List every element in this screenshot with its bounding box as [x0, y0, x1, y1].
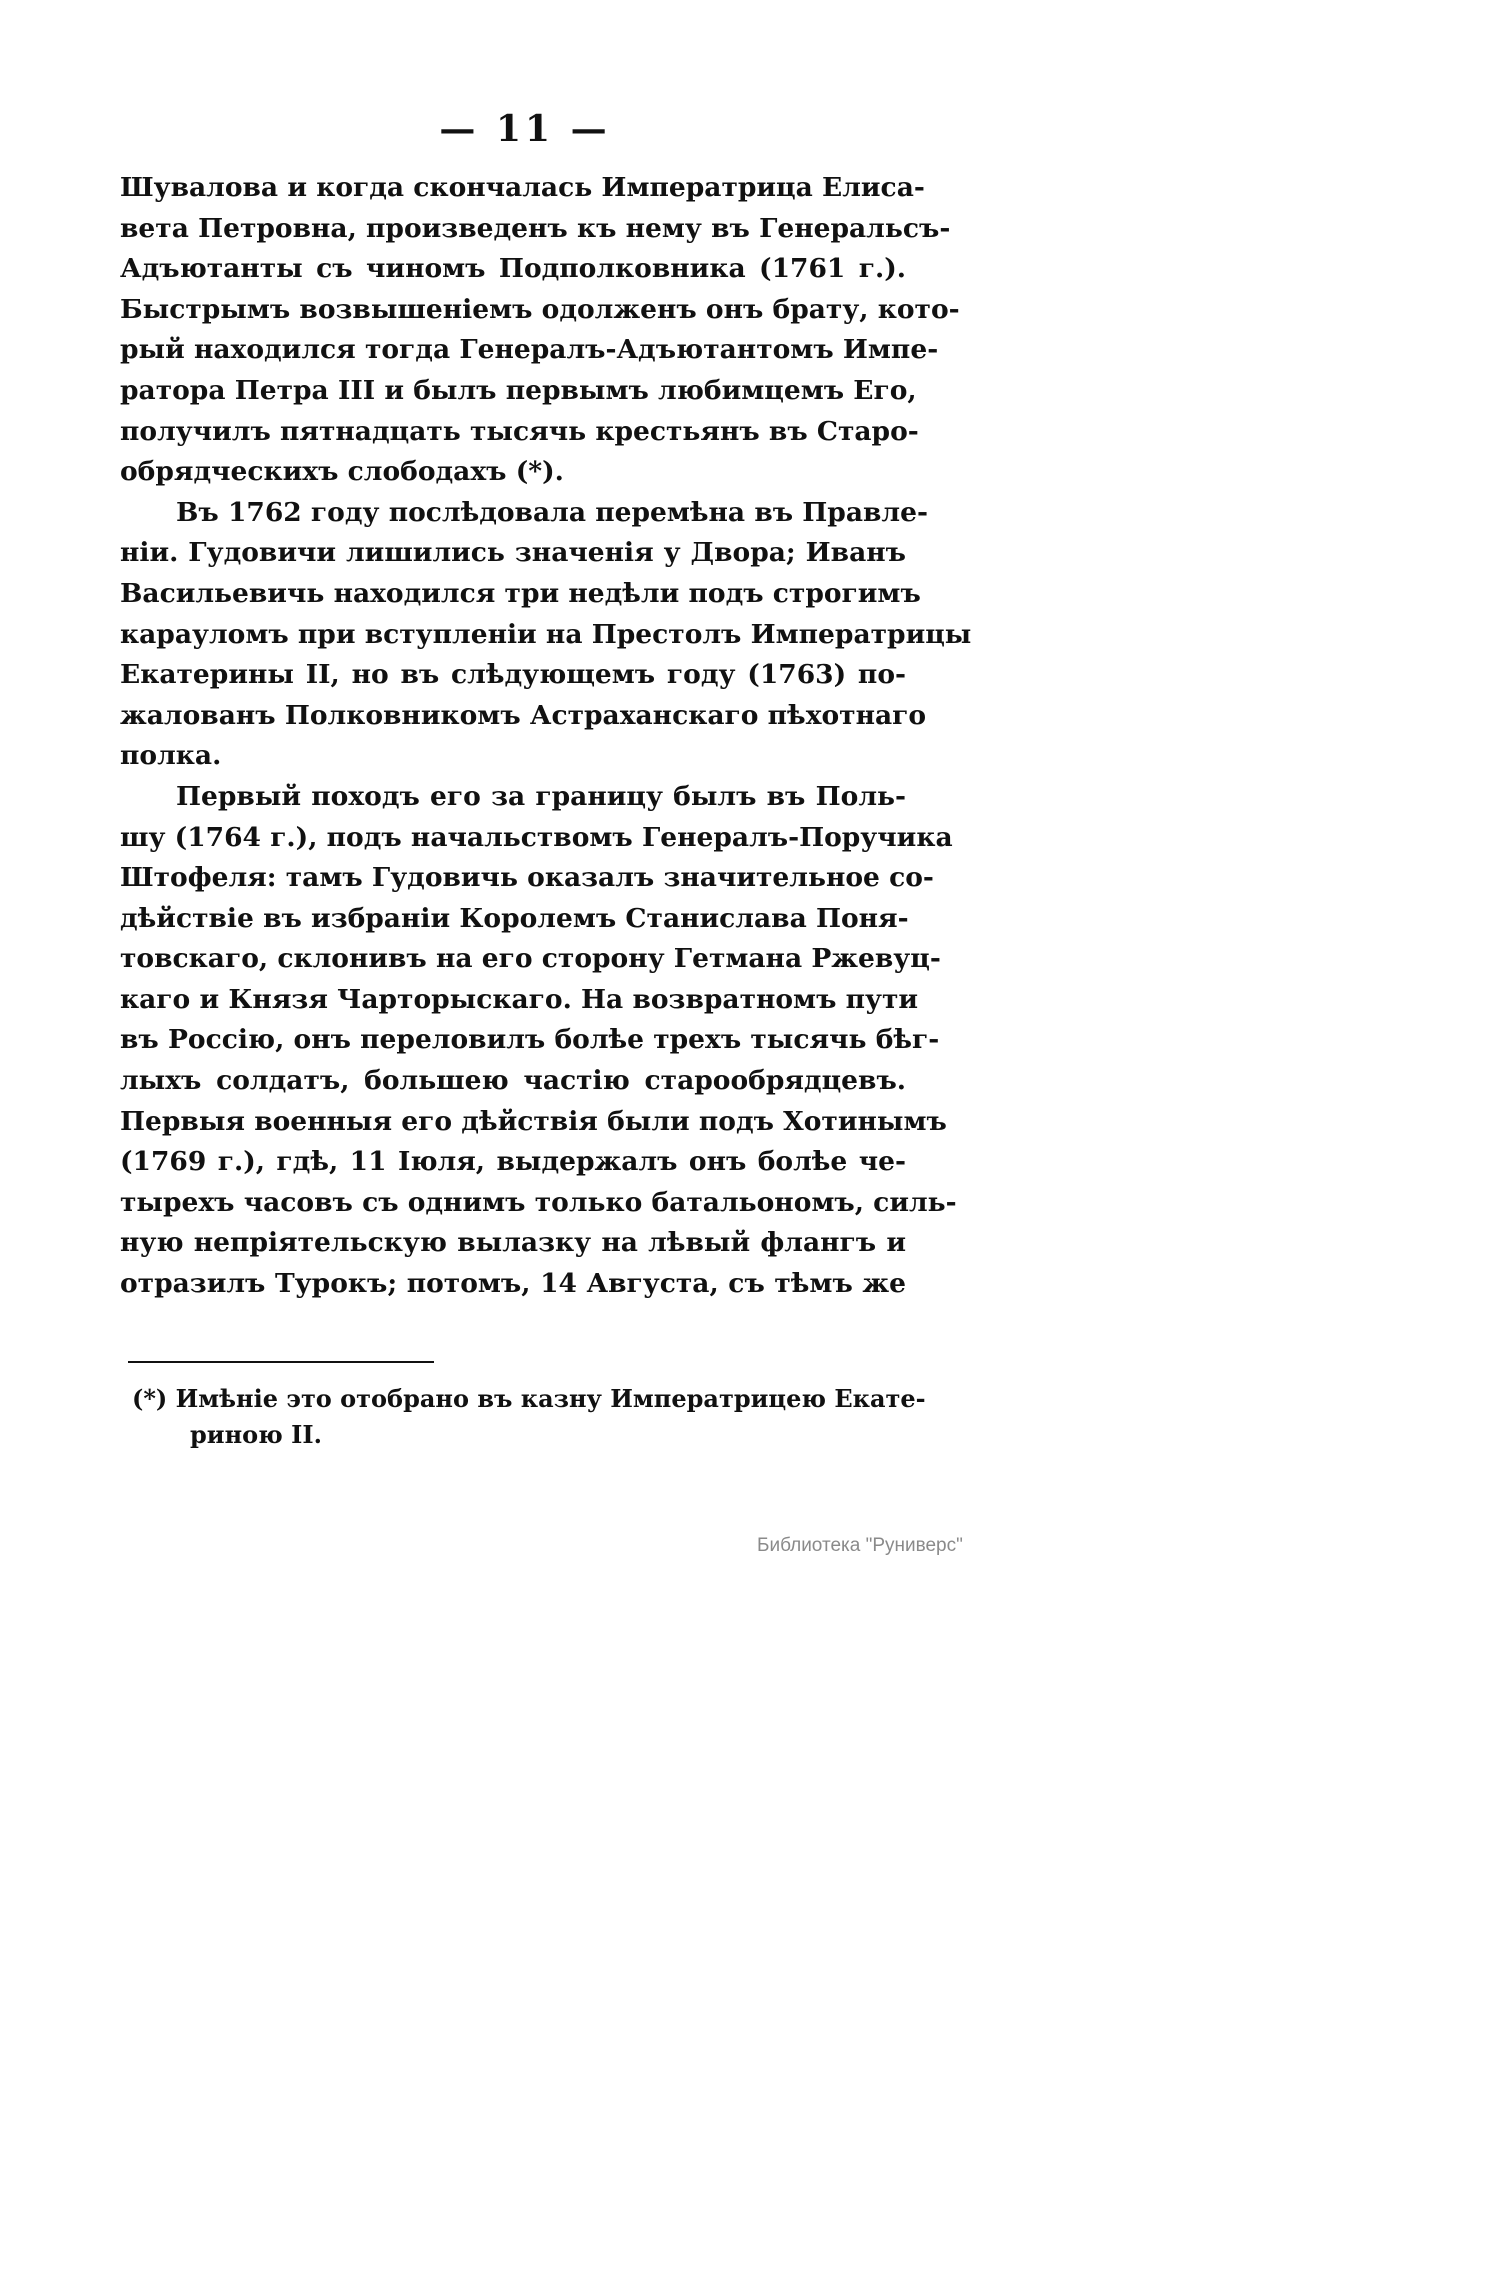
text-line: Васильевичь находился три недѣли подъ строгимъ — [120, 577, 921, 609]
text-line: каго и Князя Чарторыскаго. На возвратномъ пути — [120, 983, 919, 1015]
text-line: жалованъ Полковникомъ Астраханскаго пѣхотнаго — [120, 699, 927, 731]
text-line: ратора Петра III и былъ первымъ любимцемъ Его, — [120, 374, 917, 406]
page-number: — 11 — — [439, 108, 611, 150]
text-line: Первый походъ его за границу былъ въ Поль- — [176, 780, 906, 812]
text-line: вета Петровна, произведенъ къ нему въ Генеральсъ- — [120, 212, 951, 244]
footnote-divider — [128, 1361, 434, 1363]
footnote — [132, 1381, 926, 1453]
text-line: дѣйствіе въ избраніи Королемъ Станислава Поня- — [120, 902, 909, 934]
text-line: рый находился тогда Генералъ-Адъютантомъ Импе- — [120, 334, 939, 366]
library-watermark: Библиотека "Руниверс" — [757, 1535, 963, 1556]
text-line: ную непріятельскую вылазку на лѣвый флангъ и — [120, 1227, 906, 1259]
text-line: лыхъ солдатъ, большею частію старообрядцевъ. — [120, 1065, 906, 1097]
text-line: Первыя военныя его дѣйствія были подъ Хотинымъ — [120, 1105, 947, 1137]
text-line: Штофеля: тамъ Гудовичь оказалъ значительное со- — [120, 862, 934, 894]
text-line: въ Россію, онъ переловилъ болѣе трехъ тысячь бѣг- — [120, 1024, 940, 1056]
text-line: Адъютанты съ чиномъ Подполковника (1761 г.). — [120, 253, 906, 285]
text-line: получилъ пятнадцать тысячь крестьянъ въ Старо- — [120, 415, 919, 447]
text-line: Екатерины II, но въ слѣдующемъ году (1763) по- — [120, 659, 906, 691]
footnote-line: риною II. — [190, 1420, 322, 1449]
text-line: тырехъ часовъ съ однимъ только батальономъ, силь- — [120, 1186, 957, 1218]
text-line: карауломъ при вступленіи на Престолъ Императрицы — [120, 618, 972, 650]
text-line: Шувалова и когда скончалась Императрица Елиса- — [120, 172, 925, 203]
text-line: обрядческихъ слободахъ (*). — [120, 456, 564, 488]
text-line: (1769 г.), гдѣ, 11 Іюля, выдержалъ онъ болѣе че- — [120, 1146, 906, 1178]
text-line: ніи. Гудовичи лишились значенія у Двора; Иванъ — [120, 537, 906, 569]
text-line: полка. — [120, 740, 222, 772]
text-line: Быстрымъ возвышеніемъ одолженъ онъ брату, кото- — [120, 293, 960, 325]
body-text — [120, 168, 972, 1305]
text-line: шу (1764 г.), подъ начальствомъ Генералъ-Поручика — [120, 821, 953, 853]
footnote-line: (*) Имѣніе это отобрано въ казну Императрицею Екате- — [132, 1384, 926, 1413]
text-line: Въ 1762 году послѣдовала перемѣна въ Правле- — [176, 496, 928, 528]
text-line: отразилъ Турокъ; потомъ, 14 Августа, съ тѣмъ же — [120, 1268, 906, 1300]
text-line: товскаго, склонивъ на его сторону Гетмана Ржевуц- — [120, 943, 941, 975]
